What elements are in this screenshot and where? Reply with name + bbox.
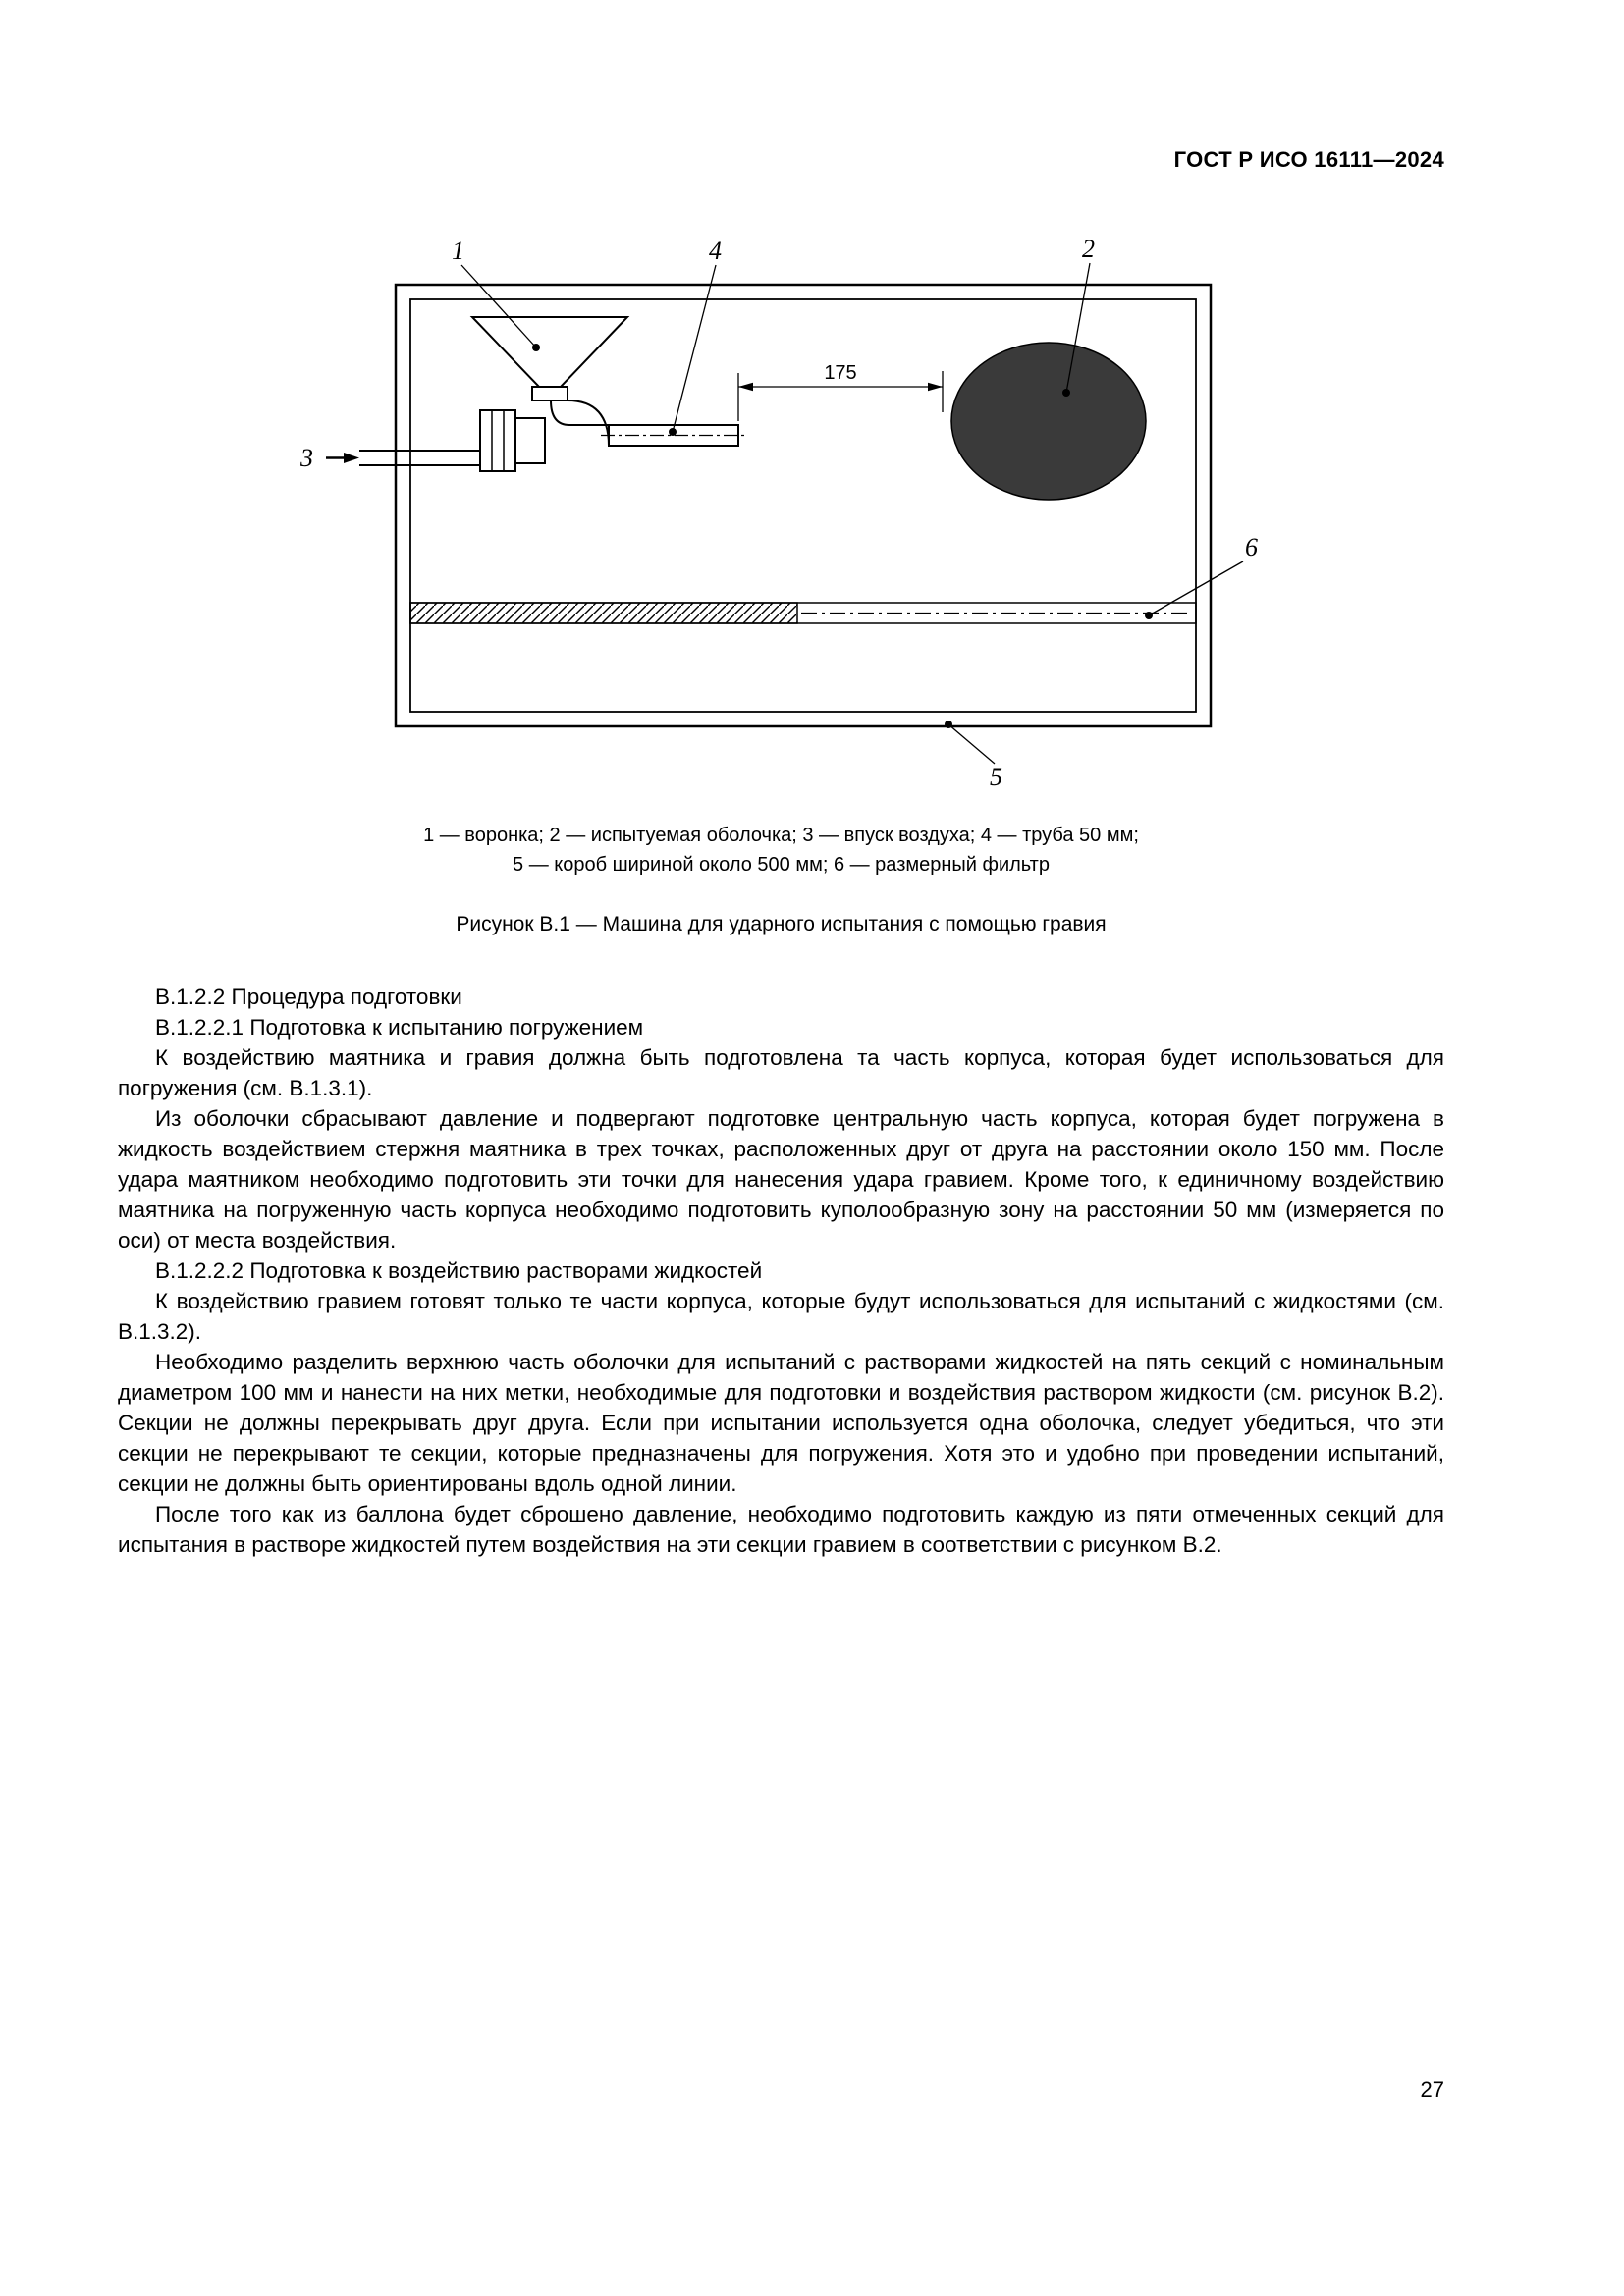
figure-caption bbox=[118, 821, 1444, 880]
figure-caption-line2: 5 — короб шириной около 500 мм; 6 — размерный фильтр bbox=[513, 854, 1050, 876]
paragraph: К воздействию гравием готовят только те части корпуса, которые будут использоваться для испытаний с жидкостями (см. В.1.3.2). bbox=[118, 1289, 1444, 1344]
callout-4 bbox=[669, 237, 722, 436]
paragraph: Необходимо разделить верхнюю часть оболочки для испытаний с растворами жидкостей на пять секций с номинальным диаметром 100 мм и нанести на них метки, необходимые для подготовки и воздействия раствором жидкости (см. рисунок В.2). Секции не должны перекрывать друг друга. Если при испытании используется одна оболочка, следует убедиться, что эти секции не перекрывают те секции, которые предназначены для погружения. Хотя это и удобно при проведении испытаний, секции не должны быть ориентированы вдоль одной линии. bbox=[118, 1350, 1444, 1496]
air-inlet-pipe bbox=[359, 451, 480, 465]
heading-b1222: В.1.2.2.2 Подготовка к воздействию растворами жидкостей bbox=[155, 1258, 763, 1283]
document-code-header: ГОСТ Р ИСО 16111—2024 bbox=[1173, 147, 1444, 172]
paragraph: Из оболочки сбрасывают давление и подвергают подготовке центральную часть корпуса, которая будет погружена в жидкость воздействием стержня маятника в трех точках, расположенных друг от друга на расстоянии около 150 мм. После удара маятником необходимо подготовить эти точки для нанесения удара гравием. Кроме того, к единичному воздействию маятника на погруженную часть корпуса необходимо подготовить куполообразную зону на расстоянии 50 мм (измеряется по оси) от места воздействия. bbox=[118, 1106, 1444, 1253]
figure-b1-diagram bbox=[275, 226, 1296, 795]
figure-title: Рисунок В.1 — Машина для ударного испытания с помощью гравия bbox=[456, 913, 1107, 935]
funnel-shape bbox=[472, 317, 627, 387]
callout-4-label: 4 bbox=[709, 237, 722, 265]
callout-2-label: 2 bbox=[1082, 235, 1095, 263]
paragraph: После того как из баллона будет сброшено давление, необходимо подготовить каждую из пяти отмеченных секций для испытания в растворе жидкостей путем воздействия на эти секции гравием в соответствии с рисунком В.2. bbox=[118, 1502, 1444, 1557]
callout-6-label: 6 bbox=[1245, 533, 1258, 561]
funnel-collar bbox=[532, 387, 568, 400]
dimension-175-label: 175 bbox=[824, 362, 857, 384]
callout-6 bbox=[1145, 533, 1258, 619]
body-text bbox=[118, 982, 1444, 1560]
heading-b122: В.1.2.2 Процедура подготовки bbox=[155, 985, 462, 1009]
page-number: 27 bbox=[1420, 2077, 1444, 2102]
paragraph: К воздействию маятника и гравия должна быть подготовлена та часть корпуса, которая будет использоваться для погружения (см. В.1.3.1). bbox=[118, 1045, 1444, 1100]
callout-5 bbox=[945, 721, 1002, 791]
dimension-175 bbox=[738, 362, 943, 421]
callout-5-label: 5 bbox=[990, 763, 1002, 791]
heading-b1221: В.1.2.2.1 Подготовка к испытанию погружением bbox=[155, 1015, 644, 1040]
figure-caption-line1: 1 — воронка; 2 — испытуемая оболочка; 3 — впуск воздуха; 4 — труба 50 мм; bbox=[423, 825, 1139, 846]
tested-shell bbox=[951, 343, 1146, 500]
callout-3-label: 3 bbox=[300, 444, 313, 472]
size-filter-bar bbox=[410, 603, 1196, 623]
valve-assembly bbox=[480, 400, 609, 471]
callout-1-label: 1 bbox=[452, 237, 464, 265]
air-flow-arrow-icon bbox=[326, 453, 359, 463]
